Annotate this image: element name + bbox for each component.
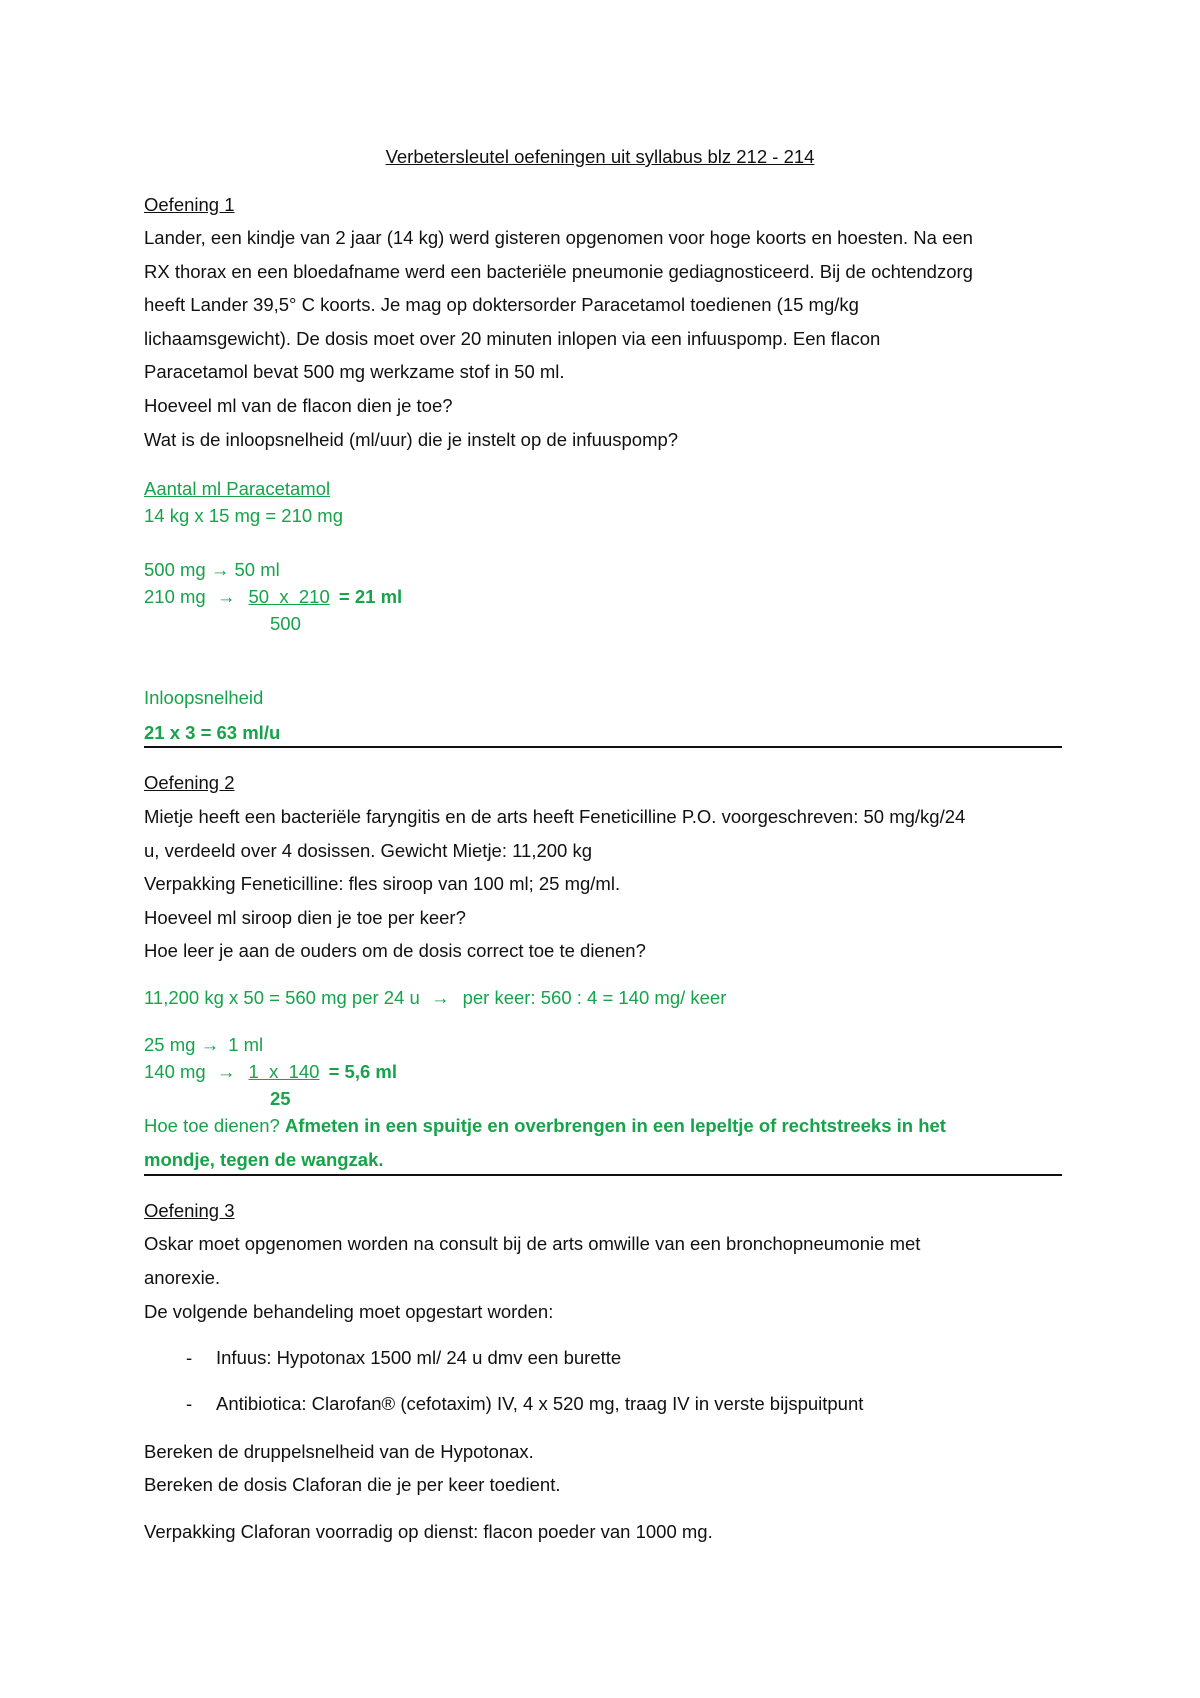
arrow-icon: → (216, 586, 236, 607)
exercise-1-speed-heading: Inloopsnelheid (144, 687, 264, 708)
exercise-2-question: Hoe leer je aan de ouders om de dosis correct toe te dienen? (144, 940, 646, 961)
fraction-numerator: 50 x 210 (248, 586, 330, 607)
exercise-1-text-line: RX thorax en een bloedafname werd een bacteriële pneumonie gediagnosticeerd. Bij de ochtendzorg (144, 261, 973, 282)
exercise-1-answer-calc: 14 kg x 15 mg = 210 mg (144, 505, 343, 526)
exercise-2-admin-line (144, 1115, 946, 1137)
admin-question: Hoe toe dienen? (144, 1115, 285, 1136)
admin-answer: Afmeten in een spuitje en overbrengen in een lepeltje of rechtstreeks in het (284, 1115, 946, 1136)
exercise-2-text-line: u, verdeeld over 4 dosissen. Gewicht Mietje: 11,200 kg (144, 840, 593, 861)
fraction-numerator: 1 x 140 (248, 1061, 320, 1082)
exercise-1-proportion (144, 586, 402, 608)
exercise-3-packaging: Verpakking Claforan voorradig op dienst: flacon poeder van 1000 mg. (144, 1521, 713, 1542)
ratio-left: 25 mg (144, 1034, 196, 1055)
document-title: Verbetersleutel oefeningen uit syllabus blz 212 - 214 (385, 146, 815, 167)
fraction-denominator: 500 (270, 613, 301, 634)
ratio-left: 500 mg (144, 559, 206, 580)
section-divider (144, 746, 1062, 748)
exercise-2-admin-answer-cont: mondje, tegen de wangzak. (144, 1149, 384, 1170)
calc-left: 11,200 kg x 50 = 560 mg per 24 u (144, 987, 420, 1008)
prop-left: 140 mg (144, 1061, 206, 1082)
exercise-3-text-line: Oskar moet opgenomen worden na consult bij de arts omwille van een bronchopneumonie met (144, 1233, 921, 1254)
exercise-1-answer-subheading: Aantal ml Paracetamol (144, 478, 331, 499)
ratio-right: 1 ml (228, 1034, 264, 1055)
exercise-3-text-line: De volgende behandeling moet opgestart worden: (144, 1301, 554, 1322)
exercise-3-question: Bereken de druppelsnelheid van de Hypotonax. (144, 1441, 534, 1462)
bullet-dash: - (186, 1347, 193, 1368)
fraction-denominator: 25 (270, 1088, 291, 1109)
arrow-icon: → (200, 1034, 220, 1055)
bullet-item: Infuus: Hypotonax 1500 ml/ 24 u dmv een burette (216, 1347, 622, 1368)
calc-right: per keer: 560 : 4 = 140 mg/ keer (462, 987, 727, 1008)
exercise-2-text-line: Verpakking Feneticilline: fles siroop van 100 ml; 25 mg/ml. (144, 873, 621, 894)
exercise-3-heading: Oefening 3 (144, 1200, 235, 1221)
bullet-dash: - (186, 1393, 193, 1414)
exercise-1-text-line: heeft Lander 39,5° C koorts. Je mag op doktersorder Paracetamol toedienen (15 mg/kg (144, 294, 859, 315)
exercise-1-heading: Oefening 1 (144, 194, 235, 215)
exercise-1-text-line: lichaamsgewicht). De dosis moet over 20 minuten inlopen via een infuuspomp. Een flacon (144, 328, 881, 349)
exercise-1-text-line: Lander, een kindje van 2 jaar (14 kg) werd gisteren opgenomen voor hoge koorts en hoesten. Na een (144, 227, 973, 248)
arrow-icon: → (430, 987, 450, 1008)
exercise-1-text-line: Paracetamol bevat 500 mg werkzame stof in 50 ml. (144, 361, 565, 382)
bullet-item: Antibiotica: Clarofan® (cefotaxim) IV, 4 x 520 mg, traag IV in verste bijspuitpunt (216, 1393, 864, 1414)
prop-left: 210 mg (144, 586, 206, 607)
exercise-2-answer-calc (144, 987, 726, 1009)
arrow-icon: → (210, 559, 230, 580)
exercise-2-proportion (144, 1061, 397, 1083)
exercise-2-question: Hoeveel ml siroop dien je toe per keer? (144, 907, 466, 928)
exercise-1-question: Hoeveel ml van de flacon dien je toe? (144, 395, 453, 416)
exercise-2-ratio (144, 1034, 263, 1056)
arrow-icon: → (216, 1061, 236, 1082)
fraction-result: = 5,6 ml (328, 1061, 397, 1082)
exercise-1-question: Wat is de inloopsnelheid (ml/uur) die je instelt op de infuuspomp? (144, 429, 679, 450)
exercise-1-speed-calc: 21 x 3 = 63 ml/u (144, 722, 281, 743)
exercise-1-ratio (144, 559, 280, 581)
exercise-3-text-line: anorexie. (144, 1267, 221, 1288)
section-divider (144, 1174, 1062, 1176)
exercise-3-question: Bereken de dosis Claforan die je per keer toedient. (144, 1474, 561, 1495)
exercise-2-text-line: Mietje heeft een bacteriële faryngitis en de arts heeft Feneticilline P.O. voorgeschreven: 50 mg/kg/24 (144, 806, 966, 827)
ratio-right: 50 ml (234, 559, 280, 580)
fraction-result: = 21 ml (338, 586, 403, 607)
exercise-2-heading: Oefening 2 (144, 772, 235, 793)
